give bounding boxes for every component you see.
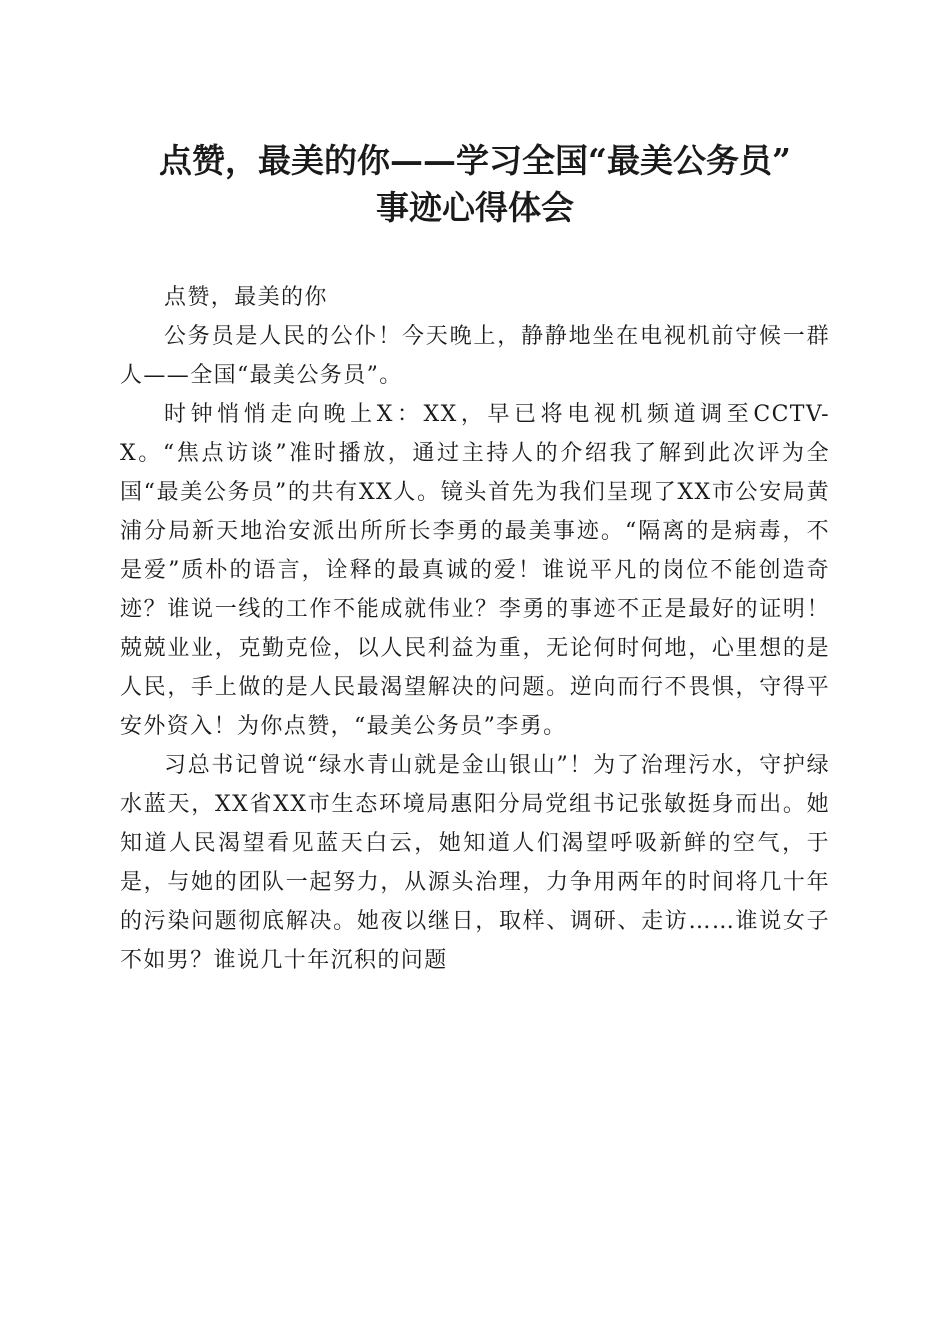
paragraph: 习总书记曾说“绿水青山就是金山银山”！为了治理污水，守护绿水蓝天，XX省XX市生态环境局惠阳分局党组书记张敏挺身而出。她知道人民渴望看见蓝天白云，她知道人们渴望呼吸新鲜的空气，于是，与她的团队一起努力，从源头治理，力争用两年的时间将几十年的污染问题彻底解决。她夜以继日，取样、调研、走访……谁说女子不如男？谁说几十年沉积的问题 xyxy=(120,753,830,973)
document-title xyxy=(100,137,850,231)
title-line-2: 事迹心得体会 xyxy=(376,188,574,227)
paragraph: 公务员是人民的公仆！今天晚上，静静地坐在电视机前守候一群人——全国“最美公务员”。 xyxy=(120,324,830,388)
paragraph-heading: 点赞，最美的你 xyxy=(164,285,328,310)
title-line-1: 点赞，最美的你——学习全国“最美公务员” xyxy=(159,141,791,180)
document-body xyxy=(120,278,830,980)
paragraph: 时钟悄悄走向晚上X：XX，早已将电视机频道调至CCTV-X。“焦点访谈”准时播放，通过主持人的介绍我了解到此次评为全国“最美公务员”的共有XX人。镜头首先为我们呈现了XX市公安局黄浦分局新天地治安派出所所长李勇的最美事迹。“隔离的是病毒，不是爱”质朴的语言，诠释的最真诚的爱！谁说平凡的岗位不能创造奇迹？谁说一线的工作不能成就伟业？李勇的事迹不正是最好的证明！兢兢业业，克勤克俭，以人民利益为重，无论何时何地，心里想的是人民，手上做的是人民最渴望解决的问题。逆向而行不畏惧，守得平安外资入！为你点赞，“最美公务员”李勇。 xyxy=(120,402,830,739)
